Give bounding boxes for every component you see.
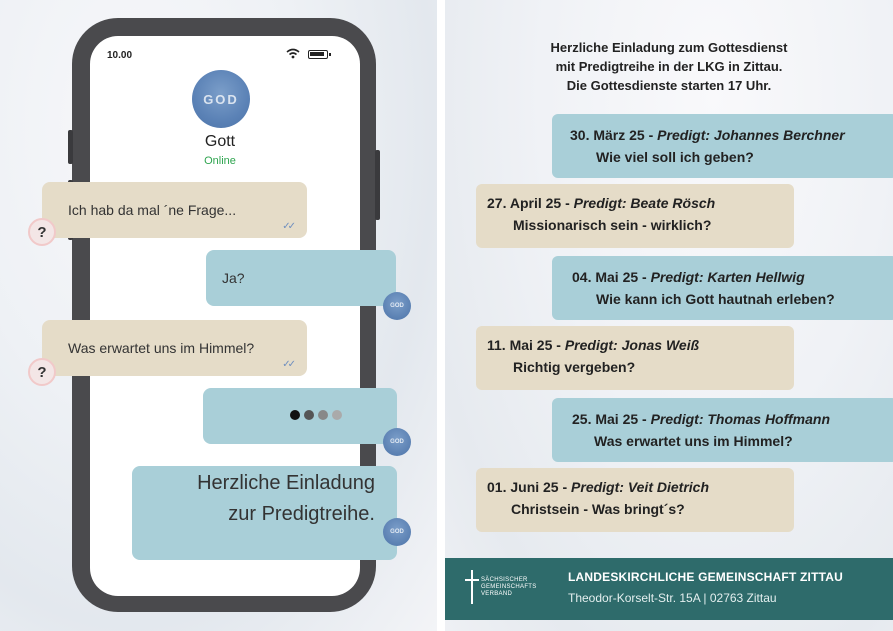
event-card xyxy=(552,256,893,320)
typing-dot xyxy=(318,410,328,420)
typing-dot xyxy=(304,410,314,420)
invitation-line-2: zur Predigtreihe. xyxy=(228,503,375,525)
intro-line-3: Die Gottesdienste starten 17 Uhr. xyxy=(566,78,772,93)
message-text: Was erwartet uns im Himmel? xyxy=(68,340,255,356)
phone-side-button xyxy=(375,150,380,220)
message-text: Ich hab da mal ´ne Frage... xyxy=(68,202,237,218)
phone-side-button xyxy=(68,130,73,164)
typing-dot xyxy=(332,410,342,420)
avatar-label: GOD xyxy=(390,303,404,309)
question-avatar xyxy=(28,218,56,246)
avatar-label: GOD xyxy=(390,529,404,535)
event-title: Christsein - Was bringt´s? xyxy=(511,501,685,517)
event-card xyxy=(476,468,794,532)
typing-dot xyxy=(290,410,300,420)
event-title: Wie kann ich Gott hautnah erleben? xyxy=(596,291,835,307)
event-date: 30. März 25 - xyxy=(570,127,658,143)
invitation-line-1: Herzliche Einladung xyxy=(197,472,375,494)
contact-avatar xyxy=(192,70,250,128)
god-avatar xyxy=(383,518,411,546)
god-avatar xyxy=(383,428,411,456)
event-title: Missionarisch sein - wirklich? xyxy=(513,217,712,233)
event-title: Wie viel soll ich geben? xyxy=(596,149,754,165)
org-address: Theodor-Korselt-Str. 15A | 02763 Zittau xyxy=(568,591,777,605)
event-card xyxy=(552,114,893,178)
event-preacher: Predigt: Veit Dietrich xyxy=(571,479,709,495)
org-name: LANDESKIRCHLICHE GEMEINSCHAFT ZITTAU xyxy=(568,570,843,584)
chat-bubble-incoming xyxy=(42,320,307,376)
cross-icon xyxy=(465,570,479,604)
footer-banner xyxy=(445,558,893,620)
status-time: 10.00 xyxy=(107,50,133,61)
panel-divider xyxy=(437,0,445,631)
event-date: 27. April 25 - xyxy=(487,195,574,211)
avatar-label: GOD xyxy=(390,439,404,445)
event-date: 04. Mai 25 - xyxy=(572,269,651,285)
event-preacher: Predigt: Beate Rösch xyxy=(573,195,716,211)
read-receipt-icon: ✓✓ xyxy=(282,359,293,370)
question-mark: ? xyxy=(37,223,47,241)
typing-indicator xyxy=(290,410,342,420)
event-date: 11. Mai 25 - xyxy=(487,337,565,353)
event-preacher: Predigt: Johannes Berchner xyxy=(657,127,845,143)
org-line-2: GEMEINSCHAFTS xyxy=(481,584,537,590)
contact-status: Online xyxy=(204,155,236,167)
event-preacher: Predigt: Karten Hellwig xyxy=(650,269,805,285)
event-date: 01. Juni 25 - xyxy=(487,479,572,495)
event-title: Richtig vergeben? xyxy=(513,359,636,375)
org-line-1: SÄCHSISCHER xyxy=(481,577,528,583)
event-preacher: Predigt: Thomas Hoffmann xyxy=(650,411,831,427)
event-title: Was erwartet uns im Himmel? xyxy=(594,433,793,449)
avatar-label: GOD xyxy=(203,91,239,107)
chat-bubble-invitation xyxy=(132,466,397,560)
wifi-icon xyxy=(286,48,300,59)
question-mark: ? xyxy=(37,363,47,381)
intro-line-2: mit Predigtreihe in der LKG in Zittau. xyxy=(555,59,783,74)
message-text: Ja? xyxy=(222,270,245,286)
question-avatar xyxy=(28,358,56,386)
contact-name: Gott xyxy=(204,133,236,150)
read-receipt-icon: ✓✓ xyxy=(282,221,293,232)
chat-bubble-outgoing xyxy=(206,250,396,306)
event-date: 25. Mai 25 - xyxy=(572,411,651,427)
intro-text xyxy=(445,38,893,95)
org-logo-text xyxy=(481,577,537,598)
chat-bubble-incoming xyxy=(42,182,307,238)
intro-line-1: Herzliche Einladung zum Gottesdienst xyxy=(550,40,788,55)
event-card xyxy=(476,184,794,248)
org-line-3: VERBAND xyxy=(481,591,513,597)
event-card xyxy=(476,326,794,390)
god-avatar xyxy=(383,292,411,320)
event-preacher: Predigt: Jonas Weiß xyxy=(564,337,700,353)
battery-icon xyxy=(308,50,328,59)
event-card xyxy=(552,398,893,462)
